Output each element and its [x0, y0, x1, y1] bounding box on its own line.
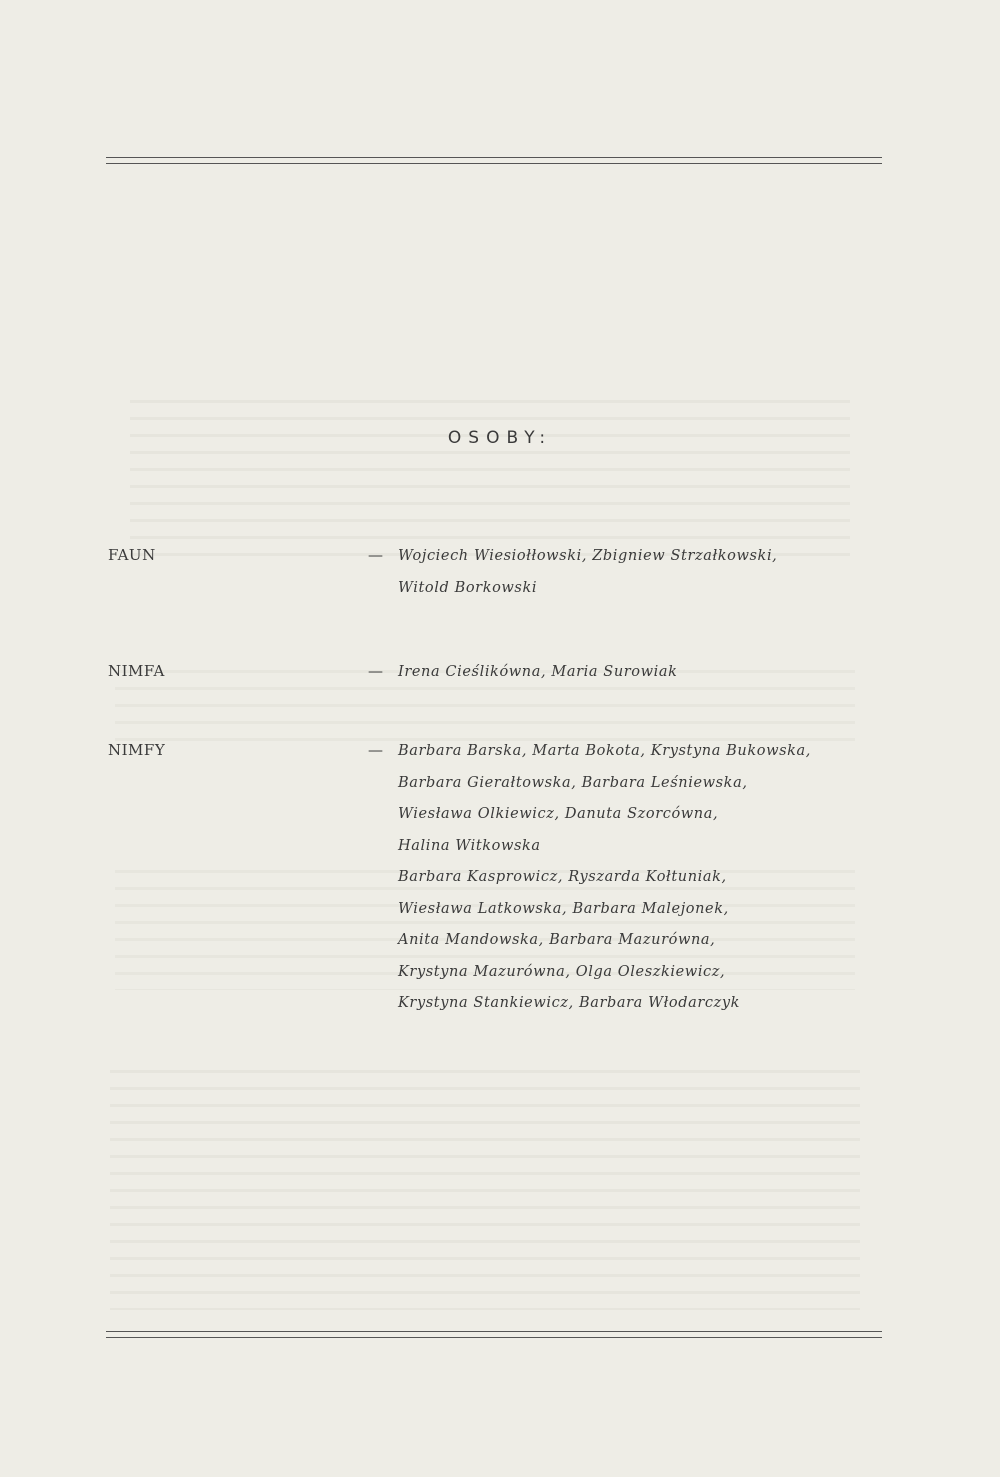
- top-rule: [106, 163, 882, 164]
- name-line: Krystyna Stankiewicz, Barbara Włodarczyk: [398, 995, 741, 1011]
- name-line: Barbara Barska, Marta Bokota, Krystyna Bukowska,: [398, 743, 811, 759]
- role-nimfy: NIMFY: [108, 741, 166, 759]
- name-line: Wiesława Olkiewicz, Danuta Szorcówna,: [398, 806, 719, 822]
- name-line: Barbara Kasprowicz, Ryszarda Kołtuniak,: [398, 869, 727, 885]
- nimfy-names: [398, 736, 811, 1020]
- bleed-through-block: [110, 1070, 860, 1310]
- bottom-rule: [106, 1331, 882, 1332]
- faun-names: [398, 541, 777, 604]
- role-dash: —: [368, 546, 383, 564]
- name-line: Wojciech Wiesiołłowski, Zbigniew Strzałkowski,: [398, 548, 778, 564]
- role-nimfa: NIMFA: [108, 662, 165, 680]
- nimfa-names: [398, 657, 678, 689]
- name-line: Barbara Gierałtowska, Barbara Leśniewska,: [398, 774, 748, 791]
- name-line: Anita Mandowska, Barbara Mazurówna,: [398, 932, 716, 948]
- name-line: Irena Cieślikówna, Maria Surowiak: [398, 664, 678, 680]
- bottom-rule: [106, 1337, 882, 1338]
- cast-heading: OSOBY:: [447, 428, 553, 448]
- name-line: Witold Borkowski: [398, 579, 538, 596]
- top-rule: [106, 157, 882, 158]
- role-dash: —: [368, 662, 383, 680]
- role-faun: FAUN: [108, 546, 156, 564]
- name-line: Halina Witkowska: [398, 837, 541, 854]
- name-line: Krystyna Mazurówna, Olga Oleszkiewicz,: [398, 963, 726, 980]
- role-dash: —: [368, 741, 383, 759]
- name-line: Wiesława Latkowska, Barbara Malejonek,: [398, 900, 729, 917]
